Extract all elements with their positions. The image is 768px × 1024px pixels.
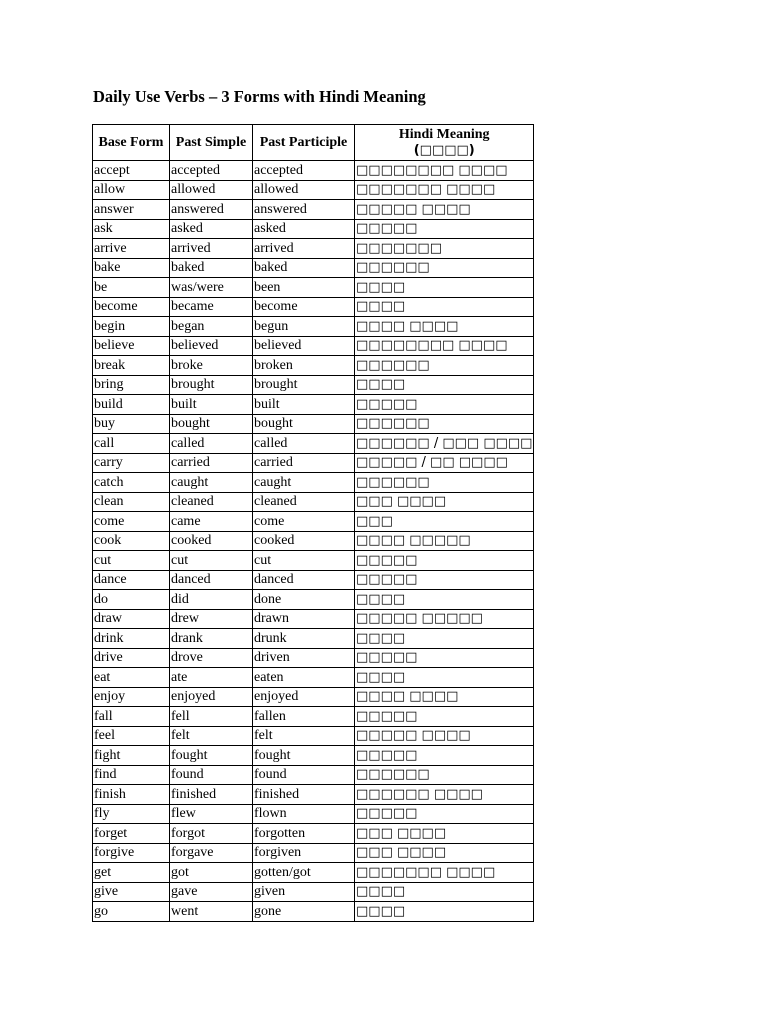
base-form-cell: begin [93,317,170,337]
hindi-meaning-cell: □□□ □□□□ [355,824,534,844]
table-row [93,434,534,454]
hindi-meaning-cell: □□□□ [355,375,534,395]
base-form-cell: become [93,297,170,317]
past-simple-cell: cooked [170,531,253,551]
base-form-cell: forgive [93,843,170,863]
base-form-cell: cut [93,551,170,571]
hindi-meaning-cell: □□□□□□ [355,258,534,278]
base-form-cell: find [93,765,170,785]
table-row [93,902,534,922]
past-participle-cell: done [253,590,355,610]
past-simple-cell: brought [170,375,253,395]
past-participle-cell: enjoyed [253,687,355,707]
hindi-meaning-cell: □□□□□□ / □□□ □□□□ [355,434,534,454]
hindi-meaning-cell: □□□ □□□□ [355,492,534,512]
past-simple-cell: was/were [170,278,253,298]
past-simple-cell: carried [170,453,253,473]
hindi-meaning-cell: □□□□□ □□□□□ [355,609,534,629]
past-participle-cell: been [253,278,355,298]
base-form-cell: drive [93,648,170,668]
hindi-meaning-cell: □□□□ [355,297,534,317]
past-participle-cell: called [253,434,355,454]
past-participle-cell: become [253,297,355,317]
past-participle-cell: drawn [253,609,355,629]
past-participle-cell: danced [253,570,355,590]
past-simple-cell: enjoyed [170,687,253,707]
base-form-cell: build [93,395,170,415]
past-participle-cell: asked [253,219,355,239]
base-form-cell: allow [93,180,170,200]
table-row [93,551,534,571]
base-form-cell: give [93,882,170,902]
table-row [93,492,534,512]
hindi-meaning-cell: □□□□□□□ □□□□ [355,863,534,883]
past-simple-cell: baked [170,258,253,278]
table-row [93,512,534,532]
table-body [93,161,534,922]
base-form-cell: finish [93,785,170,805]
hindi-meaning-cell: □□□□ □□□□ [355,317,534,337]
table-row [93,746,534,766]
hindi-meaning-cell: □□□□□□□□ □□□□ [355,336,534,356]
past-participle-cell: forgiven [253,843,355,863]
table-row [93,668,534,688]
past-participle-cell: gotten/got [253,863,355,883]
hindi-meaning-cell: □□□□□□ [355,414,534,434]
past-participle-cell: caught [253,473,355,493]
past-participle-cell: brought [253,375,355,395]
past-simple-cell: bought [170,414,253,434]
verbs-table [92,124,534,922]
hindi-meaning-cell: □□□□ [355,590,534,610]
past-participle-cell: cooked [253,531,355,551]
past-simple-cell: cut [170,551,253,571]
hindi-meaning-cell: □□□□□□ [355,473,534,493]
past-simple-cell: finished [170,785,253,805]
past-simple-cell: danced [170,570,253,590]
base-form-cell: believe [93,336,170,356]
hindi-meaning-cell: □□□□□ [355,707,534,727]
header-hindi-meaning [355,125,534,161]
base-form-cell: clean [93,492,170,512]
base-form-cell: eat [93,668,170,688]
past-simple-cell: found [170,765,253,785]
past-simple-cell: forgave [170,843,253,863]
past-participle-cell: allowed [253,180,355,200]
table-row [93,239,534,259]
past-simple-cell: got [170,863,253,883]
table-row [93,863,534,883]
past-simple-cell: cleaned [170,492,253,512]
table-row [93,824,534,844]
hindi-meaning-cell: □□□□ □□□□□ [355,531,534,551]
base-form-cell: carry [93,453,170,473]
past-participle-cell: baked [253,258,355,278]
past-participle-cell: driven [253,648,355,668]
header-hindi-script: (□□□□) [413,142,475,158]
past-simple-cell: arrived [170,239,253,259]
table-row [93,219,534,239]
hindi-meaning-cell: □□□□ [355,278,534,298]
past-participle-cell: begun [253,317,355,337]
hindi-meaning-cell: □□□□ [355,902,534,922]
table-row [93,570,534,590]
past-participle-cell: built [253,395,355,415]
base-form-cell: answer [93,200,170,220]
base-form-cell: enjoy [93,687,170,707]
hindi-meaning-cell: □□□□ [355,882,534,902]
hindi-meaning-cell: □□□□□□□ □□□□ [355,180,534,200]
base-form-cell: call [93,434,170,454]
hindi-meaning-cell: □□□□□ [355,395,534,415]
past-participle-cell: fought [253,746,355,766]
past-participle-cell: cut [253,551,355,571]
past-simple-cell: ate [170,668,253,688]
past-simple-cell: believed [170,336,253,356]
base-form-cell: be [93,278,170,298]
past-simple-cell: broke [170,356,253,376]
base-form-cell: cook [93,531,170,551]
past-participle-cell: given [253,882,355,902]
hindi-meaning-cell: □□□□□ / □□ □□□□ [355,453,534,473]
past-participle-cell: come [253,512,355,532]
base-form-cell: bake [93,258,170,278]
base-form-cell: do [93,590,170,610]
table-row [93,317,534,337]
table-row [93,609,534,629]
past-participle-cell: arrived [253,239,355,259]
past-participle-cell: flown [253,804,355,824]
table-row [93,200,534,220]
hindi-meaning-cell: □□□□□□□ [355,239,534,259]
past-participle-cell: bought [253,414,355,434]
past-participle-cell: found [253,765,355,785]
past-simple-cell: drank [170,629,253,649]
hindi-meaning-cell: □□□□□□ □□□□ [355,785,534,805]
past-simple-cell: did [170,590,253,610]
table-row [93,258,534,278]
base-form-cell: get [93,863,170,883]
hindi-meaning-cell: □□□□□□ [355,765,534,785]
table-header-row [93,125,534,161]
table-row [93,726,534,746]
table-row [93,765,534,785]
table-row [93,180,534,200]
table-row [93,161,534,181]
table-row [93,629,534,649]
past-participle-cell: felt [253,726,355,746]
hindi-meaning-cell: □□□□□ □□□□ [355,200,534,220]
past-simple-cell: began [170,317,253,337]
past-participle-cell: forgotten [253,824,355,844]
hindi-meaning-cell: □□□□□ [355,804,534,824]
past-simple-cell: forgot [170,824,253,844]
past-simple-cell: came [170,512,253,532]
hindi-meaning-cell: □□□ □□□□ [355,843,534,863]
past-participle-cell: drunk [253,629,355,649]
base-form-cell: ask [93,219,170,239]
base-form-cell: arrive [93,239,170,259]
table-row [93,843,534,863]
base-form-cell: draw [93,609,170,629]
hindi-meaning-cell: □□□□□□□□ □□□□ [355,161,534,181]
table-row [93,473,534,493]
table-row [93,648,534,668]
past-simple-cell: built [170,395,253,415]
base-form-cell: go [93,902,170,922]
past-participle-cell: gone [253,902,355,922]
past-simple-cell: drew [170,609,253,629]
past-simple-cell: accepted [170,161,253,181]
base-form-cell: fly [93,804,170,824]
past-participle-cell: accepted [253,161,355,181]
past-simple-cell: flew [170,804,253,824]
header-base-form: Base Form [93,125,170,161]
table-row [93,453,534,473]
past-simple-cell: asked [170,219,253,239]
hindi-meaning-cell: □□□□□ [355,551,534,571]
base-form-cell: dance [93,570,170,590]
header-past-participle: Past Participle [253,125,355,161]
base-form-cell: accept [93,161,170,181]
header-hindi-label: Hindi Meaning [398,126,490,142]
table-row [93,356,534,376]
past-simple-cell: felt [170,726,253,746]
table-row [93,590,534,610]
base-form-cell: forget [93,824,170,844]
past-simple-cell: called [170,434,253,454]
base-form-cell: break [93,356,170,376]
hindi-meaning-cell: □□□□ [355,629,534,649]
past-participle-cell: carried [253,453,355,473]
base-form-cell: bring [93,375,170,395]
past-simple-cell: allowed [170,180,253,200]
table-row [93,395,534,415]
past-simple-cell: became [170,297,253,317]
table-row [93,531,534,551]
past-participle-cell: finished [253,785,355,805]
past-participle-cell: eaten [253,668,355,688]
past-participle-cell: broken [253,356,355,376]
past-participle-cell: cleaned [253,492,355,512]
table-row [93,278,534,298]
page-title: Daily Use Verbs – 3 Forms with Hindi Meaning [93,87,426,106]
table-row [93,297,534,317]
table-row [93,375,534,395]
table-row [93,687,534,707]
hindi-meaning-cell: □□□□ □□□□ [355,687,534,707]
base-form-cell: buy [93,414,170,434]
hindi-meaning-cell: □□□□□□ [355,356,534,376]
table-row [93,785,534,805]
base-form-cell: fight [93,746,170,766]
base-form-cell: catch [93,473,170,493]
past-participle-cell: fallen [253,707,355,727]
past-simple-cell: gave [170,882,253,902]
table-row [93,882,534,902]
table-row [93,707,534,727]
hindi-meaning-cell: □□□□ [355,668,534,688]
past-simple-cell: drove [170,648,253,668]
base-form-cell: drink [93,629,170,649]
hindi-meaning-cell: □□□□□ [355,219,534,239]
hindi-meaning-cell: □□□□□ [355,746,534,766]
table-row [93,414,534,434]
base-form-cell: fall [93,707,170,727]
past-simple-cell: went [170,902,253,922]
hindi-meaning-cell: □□□□□ □□□□ [355,726,534,746]
table-row [93,336,534,356]
past-simple-cell: caught [170,473,253,493]
base-form-cell: feel [93,726,170,746]
base-form-cell: come [93,512,170,532]
header-past-simple: Past Simple [170,125,253,161]
past-participle-cell: believed [253,336,355,356]
hindi-meaning-cell: □□□□□ [355,648,534,668]
table-row [93,804,534,824]
past-participle-cell: answered [253,200,355,220]
past-simple-cell: fought [170,746,253,766]
past-simple-cell: answered [170,200,253,220]
past-simple-cell: fell [170,707,253,727]
hindi-meaning-cell: □□□□□ [355,570,534,590]
hindi-meaning-cell: □□□ [355,512,534,532]
